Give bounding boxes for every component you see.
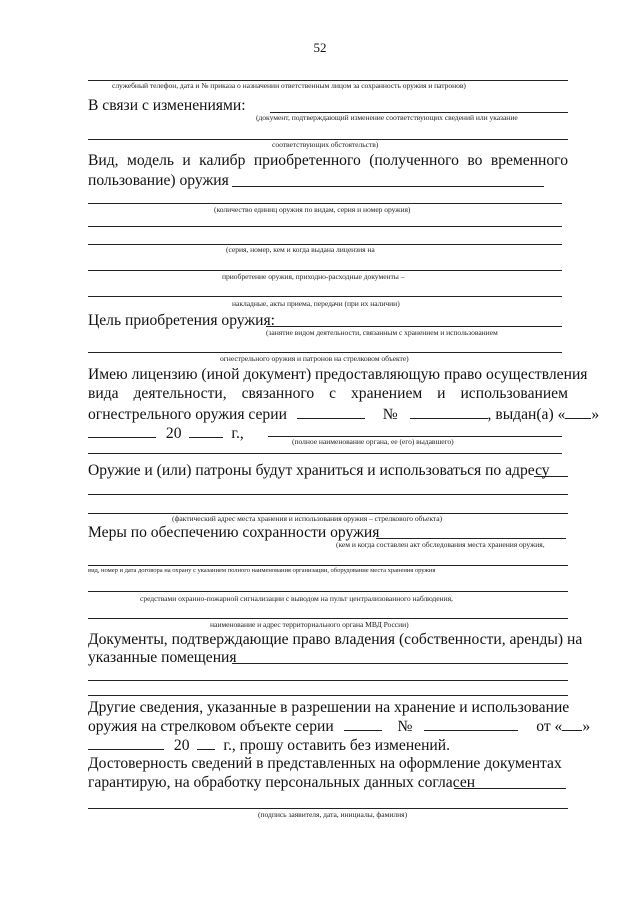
weapon-field[interactable] xyxy=(232,186,544,187)
consent-field[interactable] xyxy=(454,788,566,789)
caption-quantity: (количество единиц оружия по видам, серия и номер оружия) xyxy=(214,205,411,214)
weapon-line-1 xyxy=(88,152,568,170)
caption-contract: вид, номер и дата договора на охрану с указанием полного наименования организации, оборудование места хранения оружия xyxy=(88,567,436,574)
caption-inspection: (кем и когда составлен акт обследования места хранения оружия, xyxy=(336,540,545,549)
word: деятельности, xyxy=(133,385,227,402)
word: и xyxy=(182,152,191,169)
license-year-field[interactable] xyxy=(189,424,223,438)
year-suffix: г., xyxy=(231,425,244,442)
year-prefix: 20 xyxy=(165,425,182,442)
docs-line-1: Документы, подтверждающие право владения (собственности, аренды) на xyxy=(88,631,583,648)
caption-firearms: огнестрельного оружия и патронов на стрелковом объекте) xyxy=(220,354,409,363)
storage-field[interactable] xyxy=(534,476,568,477)
docs-field-3[interactable] xyxy=(88,695,568,696)
word: (полученного xyxy=(369,152,459,169)
word: вида xyxy=(88,385,119,402)
license-month-field[interactable] xyxy=(88,424,156,438)
word: Вид, xyxy=(88,152,119,169)
storage-field-2[interactable] xyxy=(88,494,568,495)
other-month-field[interactable] xyxy=(88,736,164,750)
license-day-field[interactable] xyxy=(565,405,591,419)
measures-label: Меры по обеспечению сохранности оружия xyxy=(88,524,380,541)
caption-acquisition: приобретение оружия, приходно-расходные документы – xyxy=(222,272,405,281)
word: использованием xyxy=(460,385,568,402)
word: временного xyxy=(490,152,568,169)
measures-field[interactable] xyxy=(376,538,566,539)
other-from-label: от « xyxy=(536,718,563,735)
storage-label: Оружие и (или) патроны будут храниться и использоваться по адресу xyxy=(88,462,550,479)
caption-authority: (полное наименование органа, ее (его) выдавшего) xyxy=(292,437,454,446)
word: связанного xyxy=(241,385,315,402)
license-line-4 xyxy=(88,424,244,443)
other-number-label: № xyxy=(397,718,413,735)
word: хранением xyxy=(350,385,423,402)
license-number-label: № xyxy=(382,406,398,423)
other-line-3 xyxy=(88,736,450,755)
caption-document: (документ, подтверждающий изменение соответствующих сведений или указание xyxy=(256,113,518,122)
word: и xyxy=(437,385,446,402)
word: калибр xyxy=(199,152,246,169)
word: приобретенного xyxy=(253,152,361,169)
caption-address: (фактический адрес места хранения и использования оружия – стрелкового объекта) xyxy=(172,514,443,523)
signature-field[interactable] xyxy=(88,808,568,809)
license-line-3 xyxy=(88,405,599,424)
other-number-field[interactable] xyxy=(424,717,518,731)
other-day-field[interactable] xyxy=(562,717,582,731)
word: с xyxy=(329,385,337,402)
reliability-line-2: гарантирую, на обработку персональных данных согласен xyxy=(88,774,476,791)
caption-circumstances: соответствующих обстоятельств) xyxy=(272,140,379,149)
weapon-field-3[interactable] xyxy=(88,226,562,227)
purpose-field-2[interactable] xyxy=(88,352,562,353)
quote-close: » xyxy=(591,406,600,423)
weapon-field-5[interactable] xyxy=(88,270,562,271)
caption-activity: (занятие видом деятельности, связанным с хранением и использованием xyxy=(266,328,498,337)
docs-field-2[interactable] xyxy=(88,680,568,681)
license-series-label: огнестрельного оружия серии xyxy=(88,406,287,423)
word: модель xyxy=(127,152,174,169)
word: во xyxy=(467,152,483,169)
caption-alarm: средствами охранно-пожарной сигнализации с выводом на пульт централизованного наблюдения, xyxy=(140,594,453,603)
other-line-2 xyxy=(88,717,590,736)
measures-field-4[interactable] xyxy=(88,618,568,619)
other-line-1: Другие сведения, указанные в разрешении на хранение и использование xyxy=(88,699,570,716)
docs-line-2: указанные помещения xyxy=(88,649,237,666)
other-year-field[interactable] xyxy=(197,736,215,750)
year-prefix: 20 xyxy=(173,737,190,754)
license-line-1: Имею лицензию (иной документ) предоставляющую право осуществления xyxy=(88,366,588,383)
license-series-field[interactable] xyxy=(297,405,365,419)
docs-field[interactable] xyxy=(232,663,568,664)
caption-mvd: наименование и адрес территориального органа МВД России) xyxy=(210,620,409,629)
page-number: 52 xyxy=(313,40,327,55)
weapon-field-6[interactable] xyxy=(88,296,562,297)
license-number-field[interactable] xyxy=(410,405,488,419)
other-series-label: оружия на стрелковом объекте серии xyxy=(88,718,334,735)
keep-unchanged-text: г., прошу оставить без изменений. xyxy=(223,737,451,754)
quote-close: » xyxy=(582,718,591,735)
weapon-field-2[interactable] xyxy=(88,203,562,204)
caption-signature: (подпись заявителя, дата, инициалы, фамилия) xyxy=(258,810,408,819)
other-series-field[interactable] xyxy=(344,717,382,731)
measures-field-3[interactable] xyxy=(88,591,568,592)
weapon-line-2: пользование) оружия xyxy=(88,172,229,189)
license-line-2 xyxy=(88,385,568,403)
license-authority-field-2[interactable] xyxy=(88,453,562,454)
reliability-line-1: Достоверность сведений в представленных на оформление документах xyxy=(88,755,562,772)
license-issued-label: , выдан(а) « xyxy=(487,406,566,423)
purpose-label: Цель приобретения оружия: xyxy=(88,312,276,329)
caption-license-series: (серия, номер, кем и когда выдана лицензия на xyxy=(226,245,375,254)
caption-invoices: накладные, акты приема, передачи (при их наличии) xyxy=(232,299,400,308)
purpose-field[interactable] xyxy=(266,326,562,327)
caption-phone: служебный телефон, дата и № приказа о назначении ответственным лицом за сохранность оружия и патронов) xyxy=(112,81,466,90)
changes-label: В связи с изменениями: xyxy=(88,97,246,114)
